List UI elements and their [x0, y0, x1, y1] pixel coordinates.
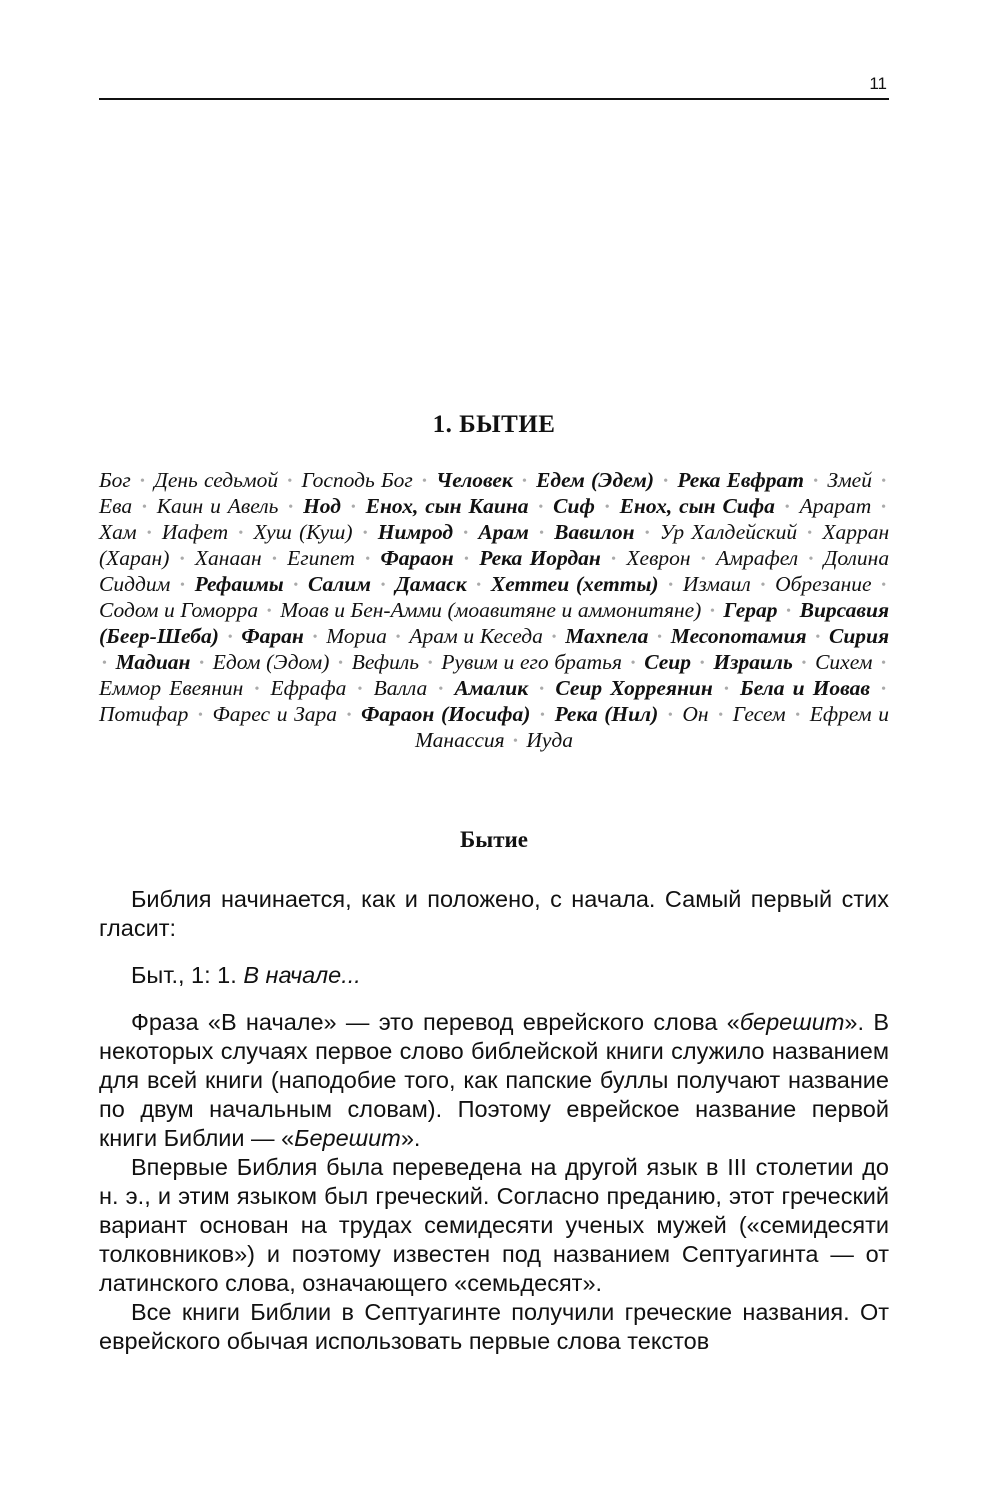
bullet-separator: • [102, 656, 107, 671]
keyword-item: Долина Сиддим [99, 546, 890, 596]
keyword-item: Бела и Иовав [740, 676, 870, 700]
bullet-separator: • [140, 474, 145, 489]
page-number: 11 [869, 74, 887, 93]
keyword-item: Сеир [644, 650, 692, 674]
bullet-separator: • [538, 500, 544, 515]
paragraph-intro: Библия начинается, как и положено, с начала. Самый первый стих гласит: [99, 886, 889, 941]
keyword-item: Змей [827, 468, 872, 492]
keyword-item: Сирия [829, 624, 890, 648]
bullet-separator: • [179, 552, 185, 567]
bullet-separator: • [539, 682, 545, 697]
keyword-item: Ева [99, 494, 133, 518]
bullet-separator: • [663, 474, 669, 489]
bullet-separator: • [815, 630, 821, 645]
keyword-item: Потифар [99, 702, 189, 726]
keyword-item: Хуш (Куш) [253, 520, 353, 544]
paragraph-greek-names: Все книги Библии в Септуагинте получили греческие названия. От еврейского обычая использовать первые слова текстов [99, 1299, 889, 1354]
bullet-separator: • [521, 474, 527, 489]
bullet-separator: • [718, 708, 724, 723]
keyword-item: Иуда [526, 728, 573, 752]
bullet-separator: • [362, 526, 368, 541]
bullet-separator: • [723, 682, 729, 697]
keyword-item: Измаил [682, 572, 751, 596]
bullet-separator: • [365, 552, 371, 567]
keyword-item: Амалик [454, 676, 529, 700]
bullet-separator: • [293, 578, 299, 593]
header-rule [99, 98, 889, 100]
keyword-item: Енох, сын Каина [365, 494, 529, 518]
keyword-item: Фарес и Зара [212, 702, 337, 726]
bullet-separator: • [808, 552, 814, 567]
bullet-separator: • [288, 500, 294, 515]
bullet-separator: • [657, 630, 663, 645]
keyword-item: Салим [308, 572, 371, 596]
keyword-item: Хеврон [626, 546, 691, 570]
bullet-separator: • [807, 526, 813, 541]
keyword-item: Едем (Эдем) [536, 468, 655, 492]
keyword-item: Река (Нил) [554, 702, 659, 726]
keyword-item: Ефрем и Манассия [415, 702, 889, 752]
bullet-separator: • [881, 682, 887, 697]
keyword-item: Енох, сын Сифа [619, 494, 775, 518]
keyword-item: Ур Халдейский [659, 520, 798, 544]
bullet-separator: • [422, 474, 427, 489]
keyword-item: Хеттеи (хетты) [490, 572, 659, 596]
bullet-separator: • [287, 474, 293, 489]
bullet-separator: • [180, 578, 185, 593]
bullet-separator: • [266, 604, 272, 619]
bullet-separator: • [357, 682, 363, 697]
keyword-item: Амрафел [716, 546, 799, 570]
keyword-item: Гесем [732, 702, 786, 726]
keyword-item: Моав и Бен-Амми (моавитяне и аммонитяне) [280, 598, 702, 622]
keyword-item: Сихем [815, 650, 873, 674]
keyword-item: Содом и Гоморра [99, 598, 259, 622]
bullet-separator: • [551, 630, 557, 645]
bullet-separator: • [801, 656, 807, 671]
quote-text: В начале... [243, 962, 361, 988]
keyword-item: Сеир Хорреянин [555, 676, 713, 700]
bullet-separator: • [709, 604, 715, 619]
bullet-separator: • [427, 656, 433, 671]
bullet-separator: • [199, 656, 205, 671]
chapter-title: 1. БЫТИЕ [432, 411, 556, 438]
bullet-separator: • [881, 500, 887, 515]
bullet-separator: • [813, 474, 819, 489]
keyword-item: Фараон [380, 546, 454, 570]
keyword-item: Река Иордан [479, 546, 601, 570]
bullet-separator: • [604, 500, 610, 515]
bullet-separator: • [254, 682, 260, 697]
keyword-item: Фаран [241, 624, 304, 648]
keyword-item: Вавилон [554, 520, 635, 544]
section-title: Бытие [460, 827, 528, 852]
keyword-item: Дамаск [395, 572, 467, 596]
scripture-quote [99, 961, 889, 990]
keyword-item: Бог [99, 468, 131, 492]
term-bereshit: берешит [739, 1009, 845, 1035]
bullet-separator: • [146, 526, 152, 541]
bullet-separator: • [271, 552, 277, 567]
bullet-separator: • [786, 604, 792, 619]
bullet-separator: • [476, 578, 482, 593]
keyword-item: Ханаан [194, 546, 262, 570]
keyword-item: Харран (Харан) [99, 520, 890, 570]
bullet-separator: • [784, 500, 790, 515]
keyword-item: Месопотамия [670, 624, 807, 648]
bullet-separator: • [881, 578, 887, 593]
term-bereshit-title: Берешит [294, 1125, 401, 1151]
keyword-item: Сиф [553, 494, 595, 518]
keyword-item: Человек [436, 468, 513, 492]
paragraph-septuagint: Впервые Библия была переведена на другой язык в III столетии до н. э., и этим языком был греческий. Согласно преданию, этот греческий вариант основан на трудах семидесяти ученых мужей («семидесяти толковников») и поэтому известен под названием Септуагинта — от латинского слова, означающего «семьдесят». [99, 1154, 889, 1296]
bullet-separator: • [699, 656, 705, 671]
keyword-item: Река Евфрат [677, 468, 804, 492]
keyword-item: Господь Бог [301, 468, 413, 492]
bullet-separator: • [539, 526, 544, 541]
bullet-separator: • [238, 526, 244, 541]
keyword-item: Махпела [565, 624, 649, 648]
body-text [99, 885, 889, 1356]
bullet-separator: • [513, 734, 518, 749]
bullet-separator: • [668, 578, 674, 593]
keyword-item: Вефиль [351, 650, 420, 674]
bullet-separator: • [395, 630, 401, 645]
keyword-item: Арам и Кеседа [409, 624, 543, 648]
keyword-item: Арарат [799, 494, 872, 518]
bullet-separator: • [346, 708, 352, 723]
keyword-item: Арам [478, 520, 529, 544]
keyword-item: Израиль [713, 650, 793, 674]
keyword-item: Валла [373, 676, 428, 700]
keyword-item: Рувим и его братья [441, 650, 622, 674]
keyword-item: Фараон (Иосифа) [361, 702, 531, 726]
bullet-separator: • [227, 630, 233, 645]
bullet-separator: • [700, 552, 706, 567]
quote-reference: Быт., 1: 1. [131, 962, 244, 988]
keyword-item: Египет [287, 546, 355, 570]
bullet-separator: • [881, 656, 887, 671]
keyword-item: Нод [303, 494, 341, 518]
keyword-item: Мадиан [115, 650, 191, 674]
keyword-list [99, 468, 889, 754]
bullet-separator: • [611, 552, 617, 567]
keyword-item: Каин и Авель [156, 494, 279, 518]
keyword-item: Хам [99, 520, 137, 544]
paragraph-bereshit: Фраза «В начале» — это перевод еврейского слова «берешит». В некоторых случаях первое слово библейской книги служило названием для всей книги (наподобие того, как папские буллы получают название по двум начальным словам). Поэтому еврейское название первой книги Библии — «Берешит». [99, 1009, 889, 1151]
bullet-separator: • [760, 578, 766, 593]
bullet-separator: • [141, 500, 147, 515]
keyword-item: Иафет [161, 520, 229, 544]
bullet-separator: • [463, 526, 469, 541]
bullet-separator: • [464, 552, 469, 567]
bullet-separator: • [795, 708, 801, 723]
keyword-item: Мориа [326, 624, 387, 648]
keyword-item: Он [682, 702, 709, 726]
keyword-item: Герар [723, 598, 778, 622]
keyword-item: Едом (Эдом) [212, 650, 330, 674]
bullet-separator: • [350, 500, 356, 515]
keyword-item: Еммор Евеянин [99, 676, 244, 700]
keyword-item: Рефаимы [194, 572, 284, 596]
bullet-separator: • [667, 708, 673, 723]
bullet-separator: • [338, 656, 343, 671]
keyword-item: Ефрафа [270, 676, 347, 700]
keyword-item: Вирсавия (Беер-Шеба) [99, 598, 890, 648]
bullet-separator: • [644, 526, 650, 541]
bullet-separator: • [540, 708, 545, 723]
bullet-separator: • [438, 682, 444, 697]
keyword-item: День седьмой [154, 468, 279, 492]
bullet-separator: • [630, 656, 636, 671]
bullet-separator: • [380, 578, 386, 593]
bullet-separator: • [881, 474, 887, 489]
bullet-separator: • [197, 708, 203, 723]
bullet-separator: • [312, 630, 318, 645]
keyword-item: Нимрод [377, 520, 454, 544]
keyword-item: Обрезание [775, 572, 872, 596]
